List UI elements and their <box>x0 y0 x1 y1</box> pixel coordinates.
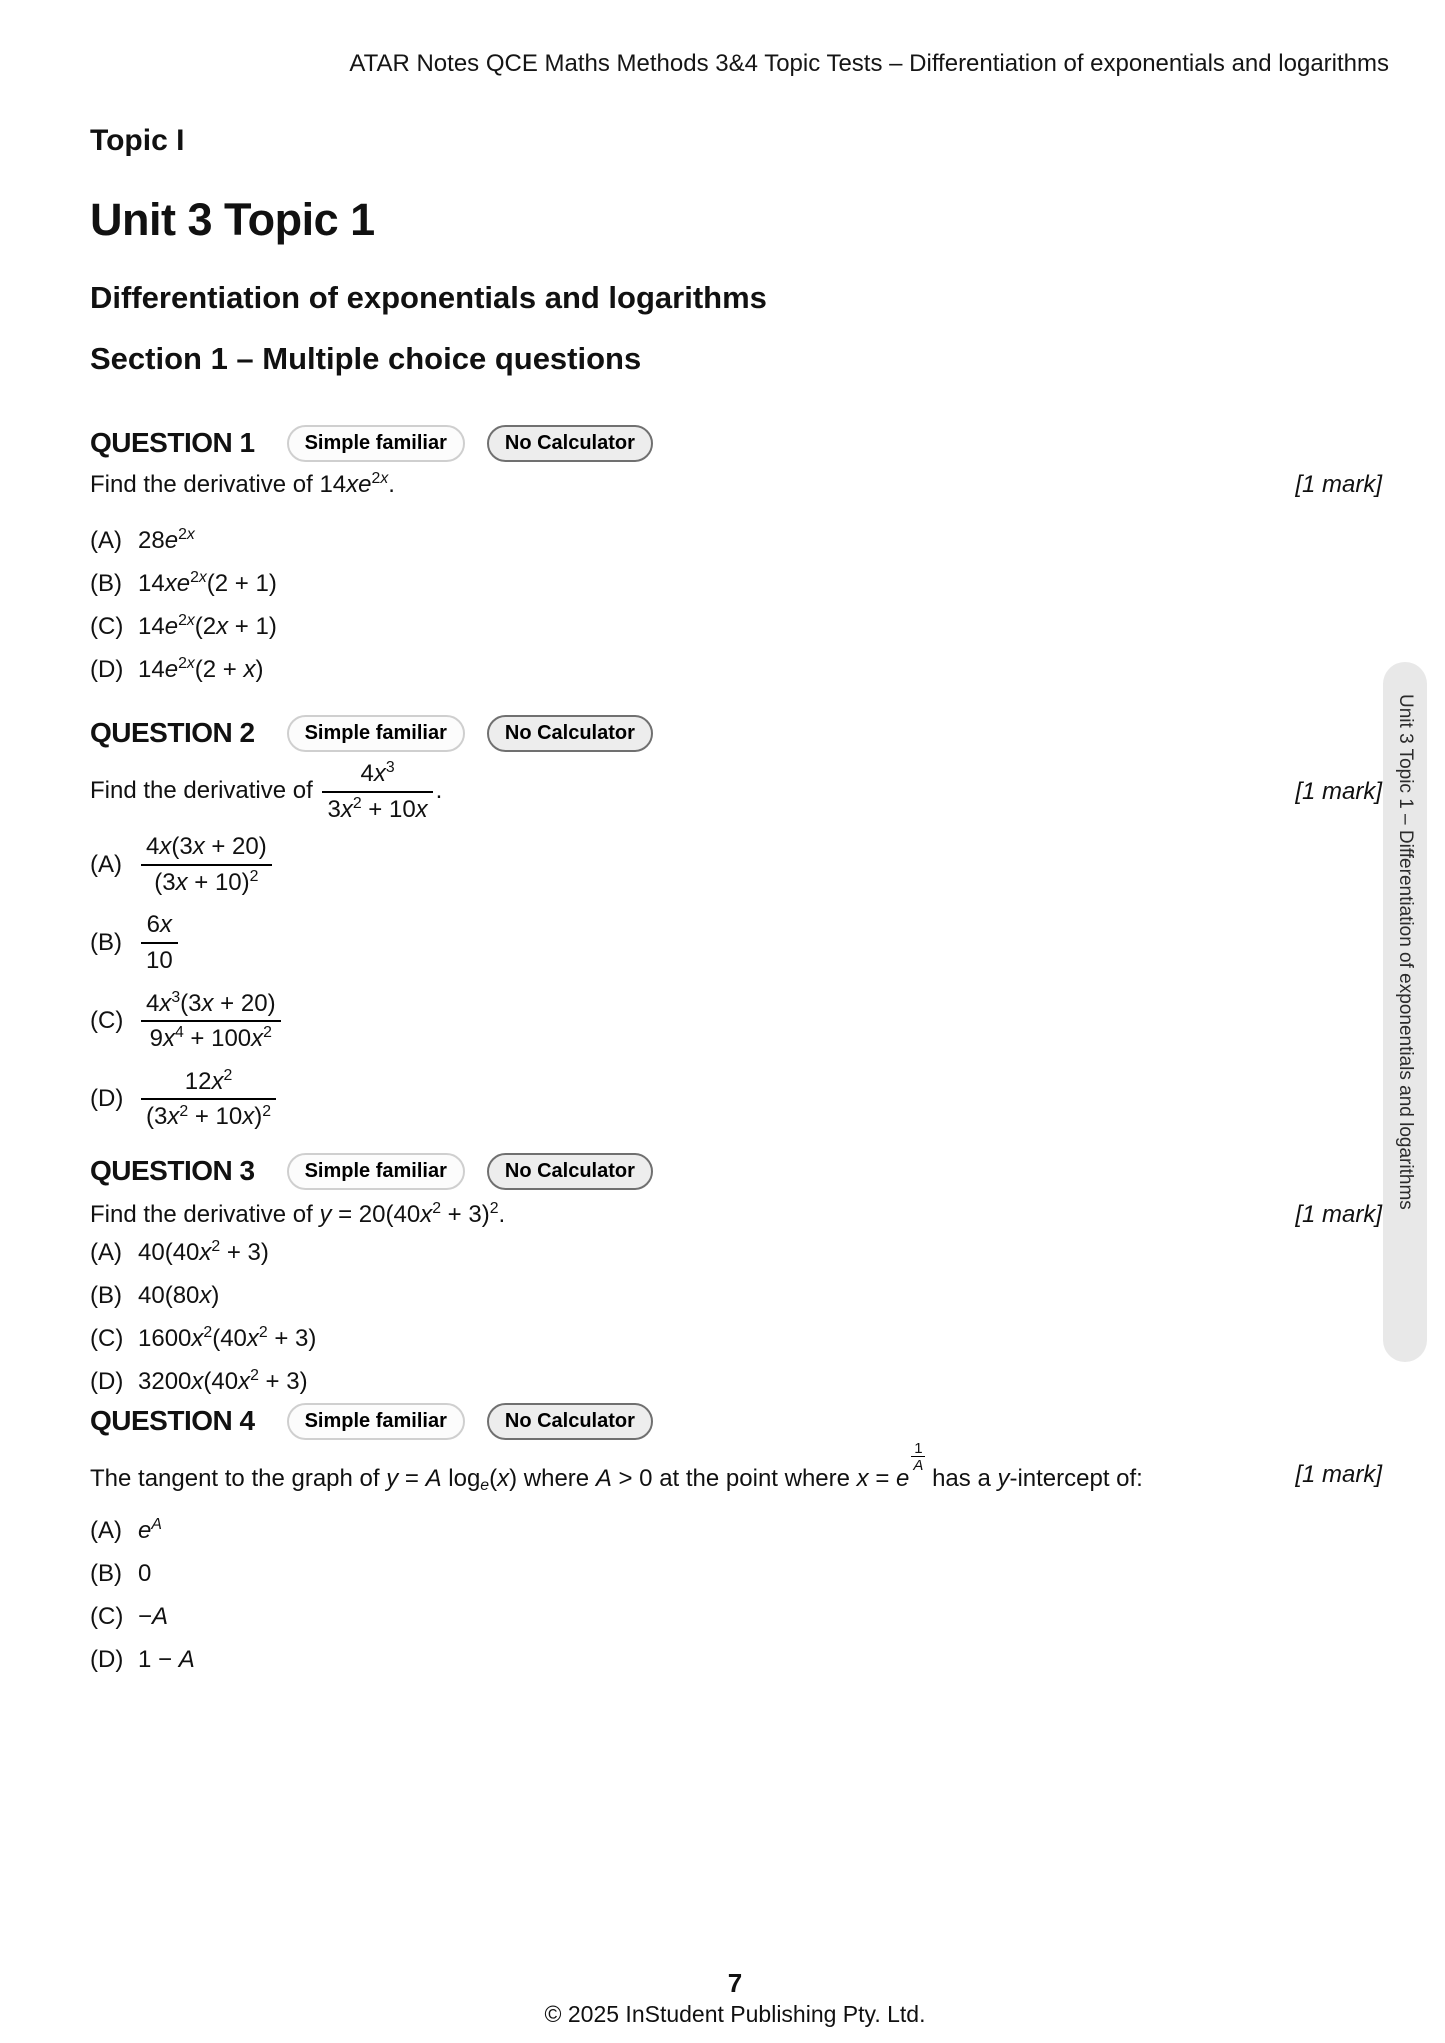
edge-tab-label: Unit 3 Topic 1 – Differentiation of exponentials and logarithms <box>1395 694 1416 1210</box>
question-title: QUESTION 1 <box>90 427 255 458</box>
question-1 <box>90 424 1382 698</box>
question-title: QUESTION 4 <box>90 1405 255 1436</box>
option-row <box>90 526 1382 556</box>
fraction: $\frac{4x^3(3x + 20)}{9x^4 + 100x^2}$ <box>141 990 281 1053</box>
option-row <box>90 911 1382 974</box>
calculator-badge: No Calculator <box>487 715 653 752</box>
fraction: $\frac{6x}{10}$ <box>141 911 178 974</box>
option-expression: $3200x(40x^2 + 3)$ <box>138 1367 308 1395</box>
question-3 <box>90 1152 1382 1410</box>
option-label: (C) <box>90 1007 124 1035</box>
mark-label: [1 mark] <box>1295 777 1382 805</box>
option-label: (C) <box>90 613 124 640</box>
option-label: (B) <box>90 928 122 956</box>
option-row <box>90 1238 1382 1268</box>
edge-tab <box>1383 662 1427 1362</box>
question-title: QUESTION 2 <box>90 717 255 748</box>
option-row <box>90 1367 1382 1397</box>
question-text: Find the derivative of $14xe^{2x}$. <box>90 470 395 498</box>
option-expression <box>138 833 275 896</box>
options-list <box>90 1516 1382 1675</box>
question-4 <box>90 1402 1382 1688</box>
difficulty-badge: Simple familiar <box>287 1403 465 1440</box>
option-label: (C) <box>90 1325 124 1352</box>
option-row <box>90 1602 1382 1632</box>
superscript-fraction: $\frac{1}{A}$ <box>913 1440 924 1474</box>
option-label: (D) <box>90 1085 124 1113</box>
difficulty-badge: Simple familiar <box>287 425 465 462</box>
options-list <box>90 833 1382 1131</box>
option-expression: $28e^{2x}$ <box>138 526 195 554</box>
option-label: (B) <box>90 1282 122 1309</box>
question-text: Find the derivative of $\frac{4x^3}{3x^2 + 10x}$ . <box>90 759 443 823</box>
calculator-badge: No Calculator <box>487 1403 653 1440</box>
option-label: (D) <box>90 1368 124 1395</box>
option-row <box>90 1324 1382 1354</box>
option-label: (C) <box>90 1603 124 1630</box>
option-row <box>90 1281 1382 1311</box>
option-expression: 40(80x) <box>138 1282 220 1309</box>
calculator-badge: No Calculator <box>487 425 653 462</box>
option-expression: $14xe^{2x}(2 + 1)$ <box>138 569 277 597</box>
option-expression: $14e^{2x}(2 + x)$ <box>138 655 264 683</box>
copyright: © 2025 InStudent Publishing Pty. Ltd. <box>544 2001 926 2027</box>
mark-label: [1 mark] <box>1295 471 1382 498</box>
page-title: Unit 3 Topic 1 <box>90 194 375 245</box>
option-expression: $1600x^2(40x^2 + 3)$ <box>138 1324 317 1352</box>
options-list <box>90 1238 1382 1397</box>
mark-label: [1 mark] <box>1295 1201 1382 1228</box>
page-number: 7 <box>727 1968 743 1998</box>
fraction: $\frac{4x^3}{3x^2 + 10x}$ <box>322 760 432 823</box>
calculator-badge: No Calculator <box>487 1153 653 1190</box>
question-text: The tangent to the graph of y = A $\log_e(x)$ where A > 0 at the point where x = e $\frac{1}{A}$ has a y-intercept of: <box>90 1440 1143 1495</box>
section-heading: Section 1 – Multiple choice questions <box>90 341 642 376</box>
option-row <box>90 833 1382 896</box>
option-expression <box>138 990 284 1053</box>
option-expression: $14e^{2x}(2x + 1)$ <box>138 612 277 640</box>
page-subtitle: Differentiation of exponentials and logarithms <box>90 280 767 315</box>
option-label: (A) <box>90 850 122 878</box>
option-expression: $e^A$ <box>138 1516 162 1544</box>
option-expression: 0 <box>138 1560 152 1587</box>
difficulty-badge: Simple familiar <box>287 1153 465 1190</box>
question-4-header <box>90 1402 1382 1440</box>
option-row <box>90 990 1382 1053</box>
mark-label: [1 mark] <box>1295 1461 1382 1488</box>
option-row <box>90 1516 1382 1546</box>
option-label: (D) <box>90 1646 124 1673</box>
option-label: (A) <box>90 527 122 554</box>
fraction: $\frac{12x^2}{(3x^2 + 10x)^2}$ <box>141 1068 276 1131</box>
options-list <box>90 526 1382 685</box>
difficulty-badge: Simple familiar <box>287 715 465 752</box>
question-title: QUESTION 3 <box>90 1155 255 1186</box>
option-label: (A) <box>90 1517 122 1544</box>
option-row <box>90 1068 1382 1131</box>
fraction: $\frac{4x(3x + 20)}{(3x + 10)^2}$ <box>141 833 272 896</box>
option-label: (B) <box>90 570 122 597</box>
option-expression: 1 − A <box>138 1646 195 1673</box>
option-expression: −A <box>138 1603 169 1630</box>
option-expression: $40(40x^2 + 3)$ <box>138 1238 269 1266</box>
question-3-header <box>90 1152 1382 1190</box>
option-row <box>90 569 1382 599</box>
question-1-header <box>90 424 1382 462</box>
question-2 <box>90 714 1382 1146</box>
option-label: (D) <box>90 656 124 683</box>
option-row <box>90 1559 1382 1589</box>
option-expression <box>138 911 181 974</box>
option-row <box>90 1645 1382 1675</box>
question-2-header <box>90 714 1382 752</box>
option-expression <box>138 1068 279 1131</box>
option-row <box>90 612 1382 642</box>
running-header: ATAR Notes QCE Maths Methods 3&4 Topic Tests – Differentiation of exponentials and logarithms <box>349 50 1389 77</box>
question-text: Find the derivative of $y = 20(40x^2 + 3)^2$. <box>90 1200 506 1228</box>
option-label: (A) <box>90 1239 122 1266</box>
option-label: (B) <box>90 1560 122 1587</box>
option-row <box>90 655 1382 685</box>
topic-label: Topic I <box>90 124 185 157</box>
